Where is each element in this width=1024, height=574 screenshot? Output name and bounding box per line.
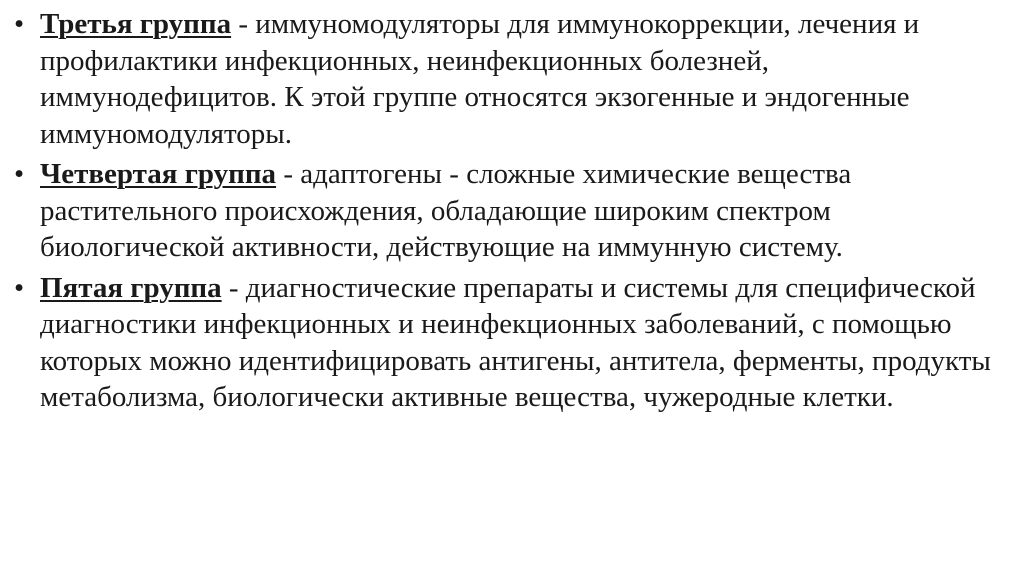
group-title: Четвертая группа: [40, 158, 277, 190]
group-description: - адаптогены - сложные химические вещества растительного происхождения, обладающие широким спектром биологической активности, действующие на иммунную систему.: [40, 158, 852, 263]
group-description: - диагностические препараты и системы для специфической диагностики инфекционных и неинфекционных заболеваний, с помощью которых можно идентифицировать антигены, антитела, ферменты, продукты метаболизма, биологически активные вещества, чужеродные клетки.: [40, 271, 991, 413]
list-item-fifth-group: [14, 270, 1004, 416]
bullet-icon: •: [14, 8, 25, 40]
bullet-icon: •: [14, 158, 25, 190]
list-item-fourth-group: [14, 156, 1004, 266]
group-title: Третья группа: [40, 8, 232, 40]
list-item-third-group: [14, 6, 1004, 152]
bullet-list: [14, 6, 1004, 420]
bullet-icon: •: [14, 271, 25, 304]
group-title: Пятая группа: [40, 271, 222, 304]
group-description: - иммуномодуляторы для иммунокоррекции, лечения и профилактики инфекционных, неинфекционных болезней, иммунодефицитов. К этой группе относятся экзогенные и эндогенные иммуномодуляторы.: [40, 8, 920, 150]
